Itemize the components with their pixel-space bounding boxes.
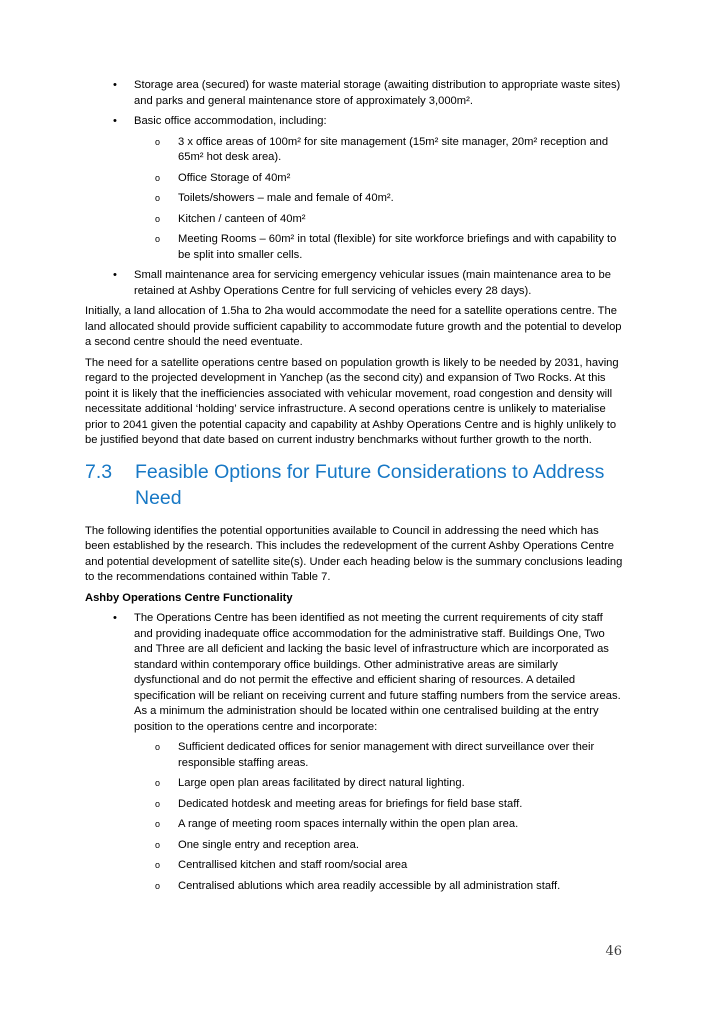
subsection-heading: Ashby Operations Centre Functionality xyxy=(85,591,293,604)
bullet-list-item xyxy=(85,78,624,109)
list-item-text: Office Storage of 40m² xyxy=(178,171,291,184)
circle-bullet-icon: o xyxy=(155,880,161,891)
section-heading xyxy=(85,459,624,511)
list-item-text: Centralised ablutions which area readily accessible by all administration staff. xyxy=(178,879,561,892)
sub-bullet-list-item xyxy=(85,232,624,263)
sub-bullet-list-item xyxy=(85,879,624,895)
list-item-text: Centrallised kitchen and staff room/social area xyxy=(178,859,408,871)
document-body xyxy=(85,78,624,899)
sub-bullet-list-item xyxy=(85,191,624,207)
circle-bullet-icon: o xyxy=(155,778,161,788)
sub-bullet-list-item xyxy=(85,817,624,833)
list-item-text: Toilets/showers – male and female of 40m². xyxy=(178,192,394,204)
circle-bullet-icon: o xyxy=(155,819,161,829)
list-item-text: Meeting Rooms – 60m² in total (flexible) for site workforce briefings and with capability to be split into smaller cells. xyxy=(178,233,617,261)
bullet-icon: • xyxy=(113,115,117,127)
list-item-text: Small maintenance area for servicing emergency vehicular issues (main maintenance area to be retained at Ashby Operations Centre for full servicing of vehicles every 28 days). xyxy=(134,269,611,297)
list-item-text: Kitchen / canteen of 40m² xyxy=(178,212,306,225)
paragraph: Initially, a land allocation of 1.5ha to 2ha would accommodate the need for a satellite operations centre. The land allocated should provide sufficient capability to accommodate future growth and the potential to develop a second centre should the need eventuate. xyxy=(85,305,622,348)
sub-bullet-list-item xyxy=(85,135,624,166)
list-item-text: A range of meeting room spaces internally within the open plan area. xyxy=(178,818,519,830)
bullet-icon: • xyxy=(113,269,117,281)
section-heading-title: Feasible Options for Future Considerations to Address Need xyxy=(135,460,605,509)
sub-bullet-list-item xyxy=(85,776,624,792)
list-item-text: Dedicated hotdesk and meeting areas for briefings for field base staff. xyxy=(178,797,523,810)
list-item-text: Basic office accommodation, including: xyxy=(134,115,327,127)
page-number: 46 xyxy=(605,944,622,959)
list-item-text: Sufficient dedicated offices for senior management with direct surveillance over their responsible staffing areas. xyxy=(178,741,595,769)
circle-bullet-icon: o xyxy=(155,798,161,809)
sub-bullet-list-item xyxy=(85,838,624,854)
circle-bullet-icon: o xyxy=(155,234,161,244)
bullet-list-item xyxy=(85,268,624,299)
circle-bullet-icon: o xyxy=(155,193,161,203)
sub-bullet-list-item xyxy=(85,171,624,187)
bullet-icon: • xyxy=(113,79,117,91)
bullet-icon: • xyxy=(113,612,117,624)
list-item-text: 3 x office areas of 100m² for site management (15m² site manager, 20m² reception and 65m² hot desk area). xyxy=(178,135,609,163)
list-item-text: Storage area (secured) for waste material storage (awaiting distribution to appropriate waste sites) and parks and general maintenance store of approximately 3,000m². xyxy=(134,79,621,107)
sub-bullet-list-item xyxy=(85,212,624,228)
circle-bullet-icon: o xyxy=(155,860,161,870)
circle-bullet-icon: o xyxy=(155,839,161,850)
circle-bullet-icon: o xyxy=(155,172,161,183)
paragraph: The need for a satellite operations centre based on population growth is likely to be needed by 2031, having regard to the projected development in Yanchep (as the second city) and expansion of Two Rocks. At this point it is likely that the inefficiencies associated with vehicular movement, road congestion and density will necessitate additional ‘holding’ service infrastructure. A second operations centre is unlikely to materialise prior to 2041 given the potential capacity and capability at Ashby Operations Centre and is highly unlikely to be justified beyond that date based on current industry benchmarks without further growth to the north. xyxy=(85,356,619,446)
list-item-text: The Operations Centre has been identified as not meeting the current requirements of city staff and providing inadequate office accommodation for the administrative staff. Buildings One, Two and Three are all deficient and lacking the basic level of infrastructure which are incorporated as standard within contemporary office buildings. Other administrative areas are similarly dysfunctional and do not permit the effective and efficient sharing of resources. A detailed specification will be reliant on receiving current and future staffing numbers from the service areas. As a minimum the administration should be located within one centralised building at the entry position to the operations centre and incorporate: xyxy=(134,612,621,733)
circle-bullet-icon: o xyxy=(155,213,161,224)
circle-bullet-icon: o xyxy=(155,136,161,147)
circle-bullet-icon: o xyxy=(155,742,161,752)
sub-bullet-list-item xyxy=(85,740,624,771)
sub-bullet-list-item xyxy=(85,797,624,813)
list-item-text: One single entry and reception area. xyxy=(178,838,359,851)
bullet-list-item xyxy=(85,114,624,130)
paragraph: The following identifies the potential opportunities available to Council in addressing the need which has been established by the research. This includes the redevelopment of the current Ashby Operations Centre and potential development of satellite site(s). Under each heading below is the summary conclusions leading to the recommendations contained within Table 7. xyxy=(85,524,623,583)
list-item-text: Large open plan areas facilitated by direct natural lighting. xyxy=(178,777,465,789)
sub-bullet-list-item xyxy=(85,858,624,874)
bullet-list-item xyxy=(85,611,624,735)
section-heading-number: 7.3 xyxy=(85,460,113,483)
